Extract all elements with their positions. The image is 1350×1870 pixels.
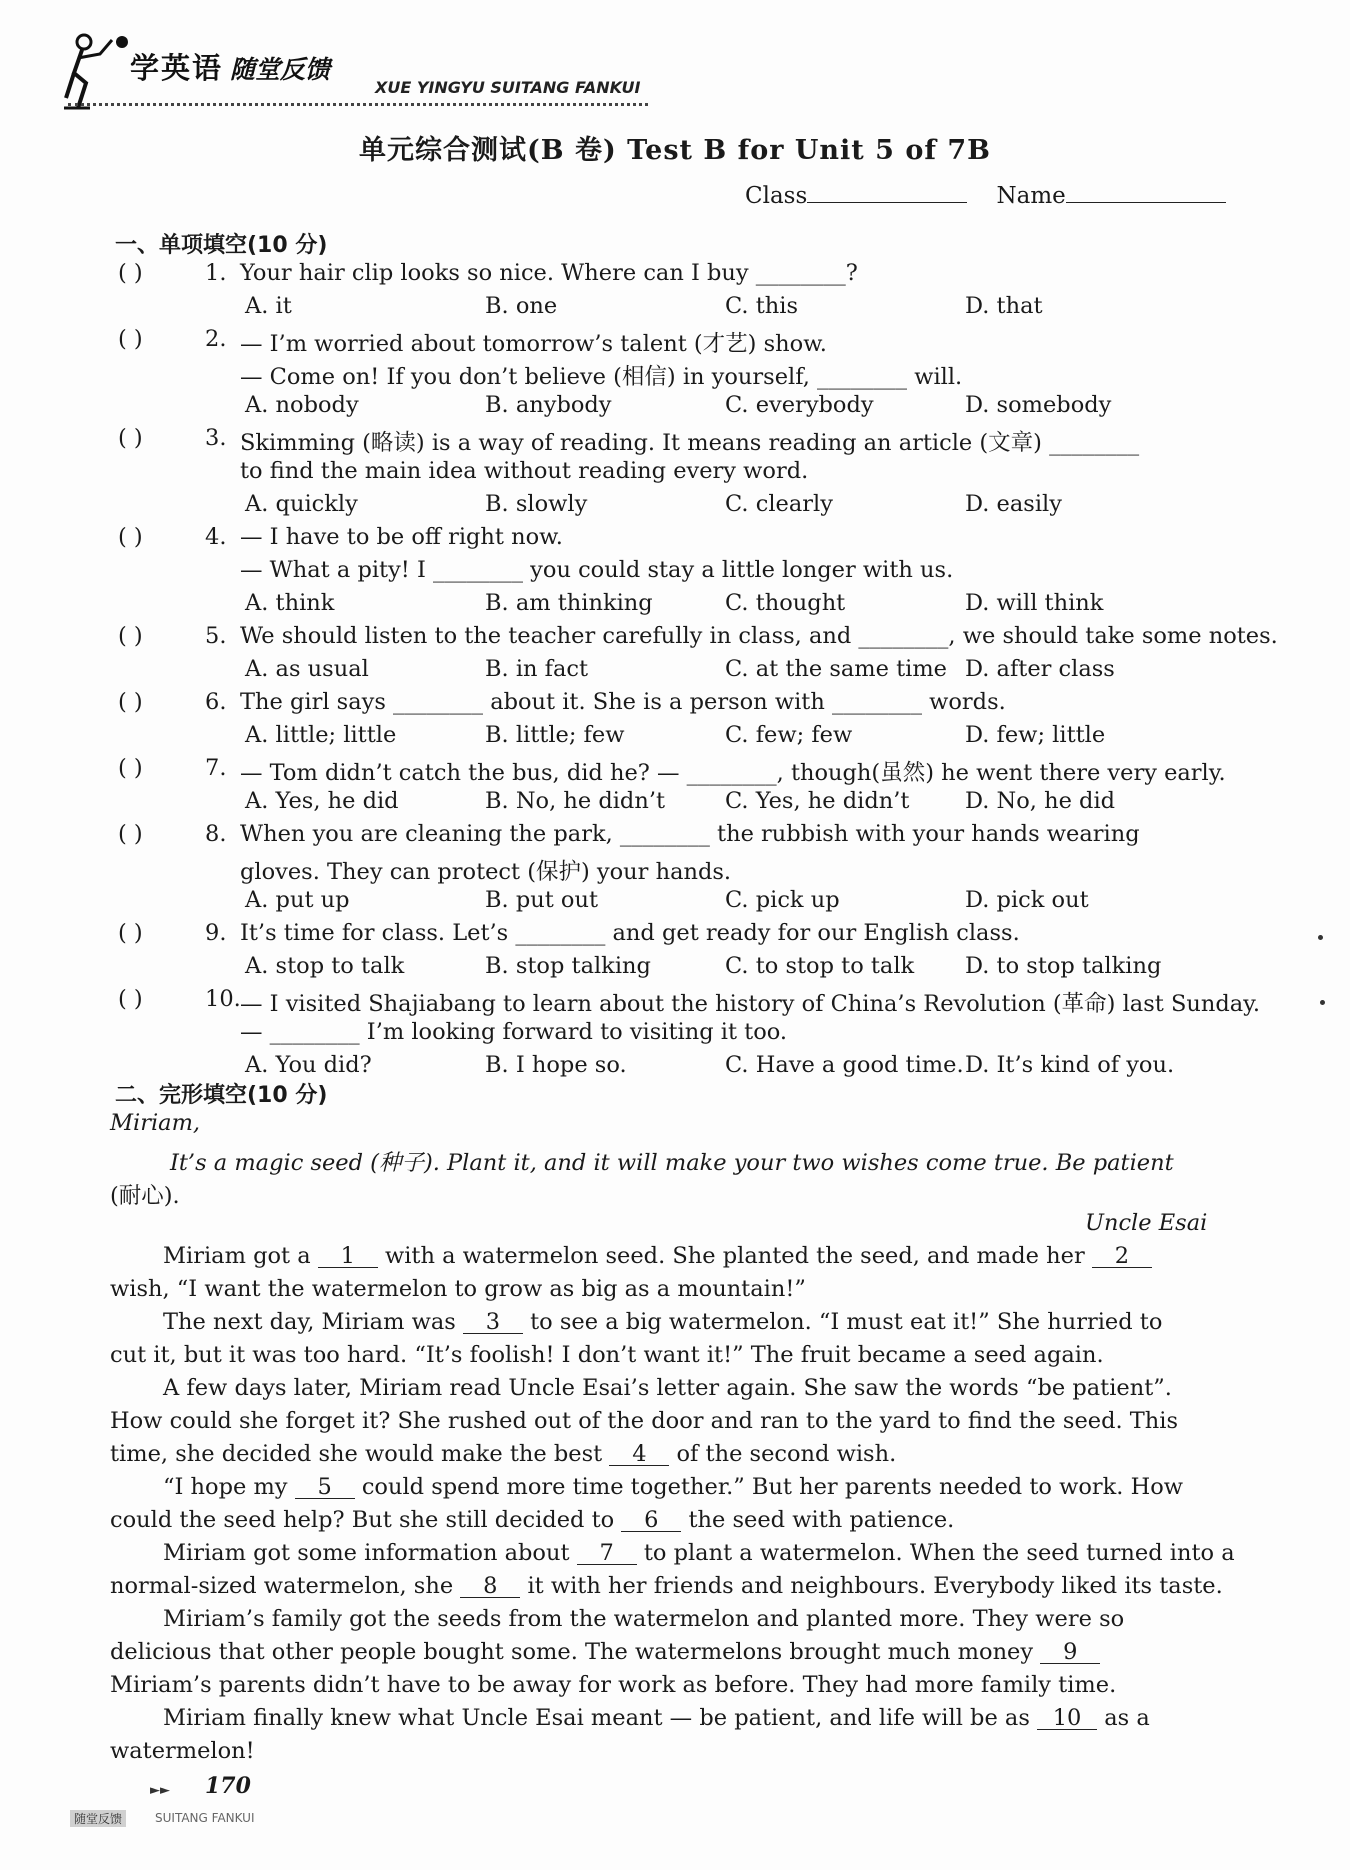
letter-body-line-1: It’s a magic seed (种子). Plant it, and it will make your two wishes come true. Be patient: [170, 1150, 1174, 1176]
cloze-para-4-line-2: [110, 1507, 954, 1533]
cloze-para-5-line-1: [163, 1540, 1235, 1566]
question-number: 9.: [205, 920, 227, 946]
question-text: — I’m worried about tomorrow’s talent (才艺) show.: [240, 331, 827, 357]
cloze-blank-5[interactable]: 5: [295, 1476, 355, 1499]
text: The next day, Miriam was: [163, 1309, 456, 1335]
cloze-blank-8[interactable]: 8: [460, 1575, 520, 1598]
answer-option: C. Yes, he didn’t: [725, 788, 910, 814]
answer-option: B. I hope so.: [485, 1052, 627, 1078]
answer-option: D. to stop talking: [965, 953, 1162, 979]
answer-paren[interactable]: ( ): [118, 260, 143, 286]
cloze-para-2-line-2: cut it, but it was too hard. “It’s foolish! I don’t want it!” The fruit became a seed again.: [110, 1342, 1104, 1368]
section-heading-2: 二、完形填空(10 分): [115, 1083, 328, 1108]
answer-paren[interactable]: ( ): [118, 425, 143, 451]
text: as a: [1104, 1705, 1150, 1731]
cloze-blank-3[interactable]: 3: [463, 1311, 523, 1334]
cloze-blank-9[interactable]: 9: [1040, 1641, 1100, 1664]
answer-paren[interactable]: ( ): [118, 920, 143, 946]
answer-option: D. few; little: [965, 722, 1106, 748]
answer-option: D. will think: [965, 590, 1104, 616]
answer-option: A. Yes, he did: [245, 788, 399, 814]
question-number: 5.: [205, 623, 227, 649]
cloze-blank-7[interactable]: 7: [577, 1542, 637, 1565]
text: could the seed help? But she still decided to: [110, 1507, 615, 1533]
answer-option: B. stop talking: [485, 953, 651, 979]
answer-option: A. little; little: [245, 722, 397, 748]
cloze-blank-2[interactable]: 2: [1092, 1245, 1152, 1268]
answer-option: B. anybody: [485, 392, 612, 418]
footer-logo: 随堂反馈: [70, 1810, 126, 1827]
question-text: — ________ I’m looking forward to visiting it too.: [240, 1019, 788, 1045]
answer-paren[interactable]: ( ): [118, 986, 143, 1012]
question-text: The girl says ________ about it. She is a person with ________ words.: [240, 689, 1006, 715]
text: “I hope my: [163, 1474, 288, 1500]
question-number: 6.: [205, 689, 227, 715]
answer-option: A. nobody: [245, 392, 359, 418]
answer-option: B. am thinking: [485, 590, 653, 616]
answer-option: A. as usual: [245, 656, 369, 682]
answer-paren[interactable]: ( ): [118, 524, 143, 550]
letter-salutation: Miriam,: [110, 1110, 201, 1136]
answer-option: C. everybody: [725, 392, 874, 418]
question-number: 2.: [205, 326, 227, 352]
answer-paren[interactable]: ( ): [118, 689, 143, 715]
cloze-blank-6[interactable]: 6: [621, 1509, 681, 1532]
letter-body-line-2: (耐心).: [110, 1183, 180, 1209]
question-text: — What a pity! I ________ you could stay a little longer with us.: [240, 557, 954, 583]
name-label: Name: [996, 183, 1066, 209]
question-text: Skimming (略读) is a way of reading. It means reading an article (文章) ________: [240, 430, 1140, 456]
answer-option: B. one: [485, 293, 558, 319]
cloze-para-1-line-1: [163, 1243, 1152, 1269]
answer-option: A. quickly: [245, 491, 358, 517]
page-number: 170: [205, 1773, 251, 1799]
text: of the second wish.: [676, 1441, 897, 1467]
question-text: gloves. They can protect (保护) your hands.: [240, 859, 732, 885]
answer-option: D. easily: [965, 491, 1062, 517]
text: with a watermelon seed. She planted the seed, and made her: [384, 1243, 1085, 1269]
answer-option: C. this: [725, 293, 798, 319]
answer-option: B. put out: [485, 887, 599, 913]
text: to plant a watermelon. When the seed turned into a: [643, 1540, 1235, 1566]
question-text: to find the main idea without reading every word.: [240, 458, 809, 484]
answer-option: C. pick up: [725, 887, 840, 913]
cloze-para-6-line-1: Miriam’s family got the seeds from the watermelon and planted more. They were so: [163, 1606, 1125, 1632]
text: Miriam got a: [163, 1243, 311, 1269]
cloze-para-7-line-2: watermelon!: [110, 1738, 255, 1764]
text: Miriam finally knew what Uncle Esai meant — be patient, and life will be as: [163, 1705, 1030, 1731]
header-logo: [60, 20, 660, 116]
text: the seed with patience.: [688, 1507, 955, 1533]
answer-option: D. somebody: [965, 392, 1112, 418]
cloze-blank-1[interactable]: 1: [318, 1245, 378, 1268]
section-heading-1: 一、单项填空(10 分): [115, 233, 328, 258]
answer-option: D. after class: [965, 656, 1115, 682]
question-number: 4.: [205, 524, 227, 550]
question-text: We should listen to the teacher carefully in class, and ________, we should take some notes.: [240, 623, 1278, 649]
question-number: 7.: [205, 755, 227, 781]
header-divider: [68, 103, 648, 106]
name-blank[interactable]: [1066, 180, 1226, 203]
answer-option: B. in fact: [485, 656, 589, 682]
question-text: — I visited Shajiabang to learn about the history of China’s Revolution (革命) last Sunday.: [240, 991, 1261, 1017]
answer-option: B. slowly: [485, 491, 588, 517]
answer-option: C. Have a good time.: [725, 1052, 964, 1078]
margin-dot: [1318, 935, 1323, 940]
answer-option: B. little; few: [485, 722, 625, 748]
test-title: 单元综合测试(B 卷) Test B for Unit 5 of 7B: [358, 135, 991, 166]
answer-option: A. You did?: [245, 1052, 372, 1078]
footer-logo-english: SUITANG FANKUI: [155, 1811, 255, 1825]
logo-subtitle: 随堂反馈: [230, 55, 331, 84]
cloze-para-3-line-3: [110, 1441, 896, 1467]
text: delicious that other people bought some. The watermelons brought much money: [110, 1639, 1034, 1665]
logo-english: XUE YINGYU SUITANG FANKUI: [375, 78, 641, 97]
question-text: When you are cleaning the park, ________ the rubbish with your hands wearing: [240, 821, 1140, 847]
answer-option: C. thought: [725, 590, 846, 616]
answer-paren[interactable]: ( ): [118, 821, 143, 847]
answer-paren[interactable]: ( ): [118, 623, 143, 649]
text: normal-sized watermelon, she: [110, 1573, 454, 1599]
answer-option: A. stop to talk: [245, 953, 405, 979]
question-text: Your hair clip looks so nice. Where can I buy ________?: [240, 260, 858, 286]
answer-option: D. It’s kind of you.: [965, 1052, 1175, 1078]
answer-option: A. it: [245, 293, 292, 319]
answer-paren[interactable]: ( ): [118, 326, 143, 352]
answer-option: D. pick out: [965, 887, 1089, 913]
cloze-para-1-line-2: wish, “I want the watermelon to grow as big as a mountain!”: [110, 1276, 806, 1302]
answer-option: C. to stop to talk: [725, 953, 915, 979]
answer-option: A. put up: [245, 887, 350, 913]
question-text: — Come on! If you don’t believe (相信) in yourself, ________ will.: [240, 364, 963, 390]
text: time, she decided she would make the best: [110, 1441, 603, 1467]
class-blank[interactable]: [807, 180, 967, 203]
cloze-para-6-line-3: Miriam’s parents didn’t have to be away for work as before. They had more family time.: [110, 1672, 1117, 1698]
text: it with her friends and neighbours. Everybody liked its taste.: [527, 1573, 1223, 1599]
cloze-blank-10[interactable]: 10: [1037, 1707, 1097, 1730]
answer-option: C. at the same time: [725, 656, 947, 682]
answer-option: C. clearly: [725, 491, 833, 517]
question-text: — I have to be off right now.: [240, 524, 563, 550]
cloze-para-6-line-2: [110, 1639, 1100, 1665]
answer-option: C. few; few: [725, 722, 853, 748]
class-name-line: [745, 180, 1226, 209]
cloze-para-3-line-2: How could she forget it? She rushed out of the door and ran to the yard to find the seed. This: [110, 1408, 1179, 1434]
question-text: It’s time for class. Let’s ________ and get ready for our English class.: [240, 920, 1020, 946]
cloze-para-4-line-1: [163, 1474, 1183, 1500]
question-text: — Tom didn’t catch the bus, did he? — ________, though(虽然) he went there very early.: [240, 760, 1226, 786]
margin-dot: [1320, 1000, 1325, 1005]
question-number: 1.: [205, 260, 227, 286]
cloze-para-7-line-1: [163, 1705, 1150, 1731]
question-number: 10.: [205, 986, 241, 1012]
question-number: 3.: [205, 425, 227, 451]
cloze-para-2-line-1: [163, 1309, 1162, 1335]
answer-paren[interactable]: ( ): [118, 755, 143, 781]
letter-signature: Uncle Esai: [1085, 1210, 1208, 1236]
logo-title: 学英语: [130, 51, 224, 85]
question-number: 8.: [205, 821, 227, 847]
cloze-para-5-line-2: [110, 1573, 1223, 1599]
cloze-para-3-line-1: A few days later, Miriam read Uncle Esai’s letter again. She saw the words “be patient”.: [163, 1375, 1172, 1401]
double-arrow-icon: ►►: [150, 1783, 170, 1798]
answer-option: D. No, he did: [965, 788, 1116, 814]
cloze-blank-4[interactable]: 4: [609, 1443, 669, 1466]
text: Miriam got some information about: [163, 1540, 570, 1566]
answer-option: D. that: [965, 293, 1043, 319]
answer-option: A. think: [245, 590, 335, 616]
text: could spend more time together.” But her parents needed to work. How: [361, 1474, 1184, 1500]
class-label: Class: [745, 183, 808, 209]
text: to see a big watermelon. “I must eat it!” She hurried to: [530, 1309, 1163, 1335]
answer-option: B. No, he didn’t: [485, 788, 666, 814]
